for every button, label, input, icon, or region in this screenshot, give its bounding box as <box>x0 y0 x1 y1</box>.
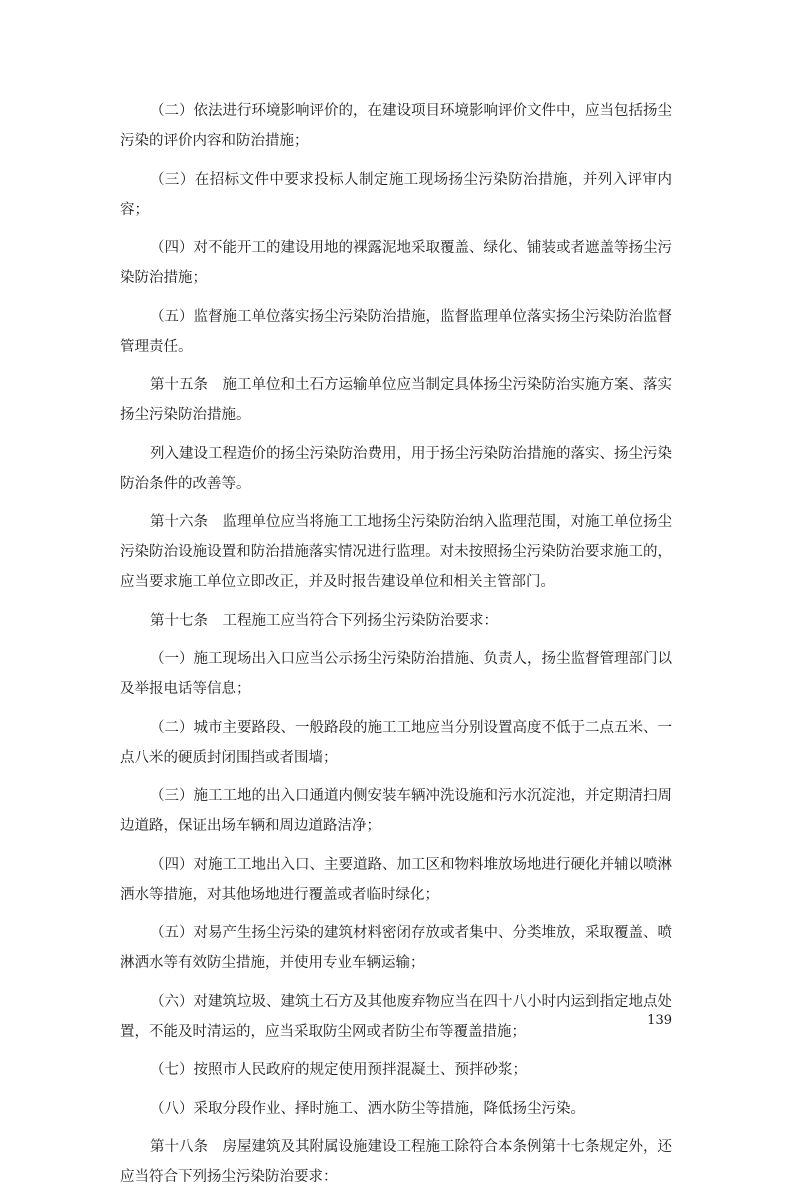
paragraph: （八）采取分段作业、择时施工、洒水防尘等措施，降低扬尘污染。 <box>150 1100 585 1117</box>
paragraph: （三）施工工地的出入口通道内侧安装车辆冲洗设施和污水沉淀池，并定期清扫周边道路，保证出场车辆和周边道路洁净； <box>120 788 672 834</box>
paragraph: （五）对易产生扬尘污染的建筑材料密闭存放或者集中、分类堆放，采取覆盖、喷淋洒水等有效防尘措施，并使用专业车辆运输； <box>120 925 672 971</box>
paragraph: （三）在招标文件中要求投标人制定施工现场扬尘污染防治措施，并列入评审内容； <box>120 171 672 218</box>
paragraph: （一）施工现场出入口应当公示扬尘污染防治措施、负责人，扬尘监督管理部门以及举报电话等信息； <box>120 651 672 697</box>
paragraph: 列入建设工程造价的扬尘污染防治费用，用于扬尘污染防治措施的落实、扬尘污染防治条件的改善等。 <box>120 445 672 492</box>
article-16: 第十六条 监理单位应当将施工工地扬尘污染防治纳入监理范围，对施工单位扬尘污染防治设施设置和防治措施落实情况进行监理。对未按照扬尘污染防治要求施工的，应当要求施工单位立即改正，并及时报告建设单位和相关主管部门。 <box>120 514 672 590</box>
paragraph: （六）对建筑垃圾、建筑土石方及其他废弃物应当在四十八小时内运到指定地点处置，不能及时清运的，应当采取防尘网或者防尘布等覆盖措施； <box>120 993 672 1040</box>
paragraph: （七）按照市人民政府的规定使用预拌混凝土、预拌砂浆； <box>150 1062 527 1078</box>
article-17: 第十七条 工程施工应当符合下列扬尘污染防治要求： <box>150 612 498 629</box>
article-15: 第十五条 施工单位和土石方运输单位应当制定具体扬尘污染防治实施方案、落实扬尘污染防治措施。 <box>120 377 672 423</box>
paragraph: （二）依法进行环境影响评价的，在建设项目环境影响评价文件中，应当包括扬尘污染的评价内容和防治措施； <box>120 103 672 149</box>
document-body <box>120 96 672 1201</box>
article-18: 第十八条 房屋建筑及其附属设施建设工程施工除符合本条例第十七条规定外，还应当符合下列扬尘污染防治要求： <box>120 1139 672 1185</box>
paragraph: （二）城市主要路段、一般路段的施工工地应当分别设置高度不低于二点五米、一点八米的硬质封闭围挡或者围墙； <box>120 719 672 766</box>
paragraph: （四）对不能开工的建设用地的裸露泥地采取覆盖、绿化、铺装或者遮盖等扬尘污染防治措施； <box>120 240 672 286</box>
paragraph: （四）对施工工地出入口、主要道路、加工区和物料堆放场地进行硬化并辅以喷淋洒水等措施，对其他场地进行覆盖或者临时绿化； <box>120 856 672 903</box>
paragraph: （五）监督施工单位落实扬尘污染防治措施，监督监理单位落实扬尘污染防治监督管理责任。 <box>120 308 672 355</box>
page-number: 139 <box>647 1013 672 1028</box>
